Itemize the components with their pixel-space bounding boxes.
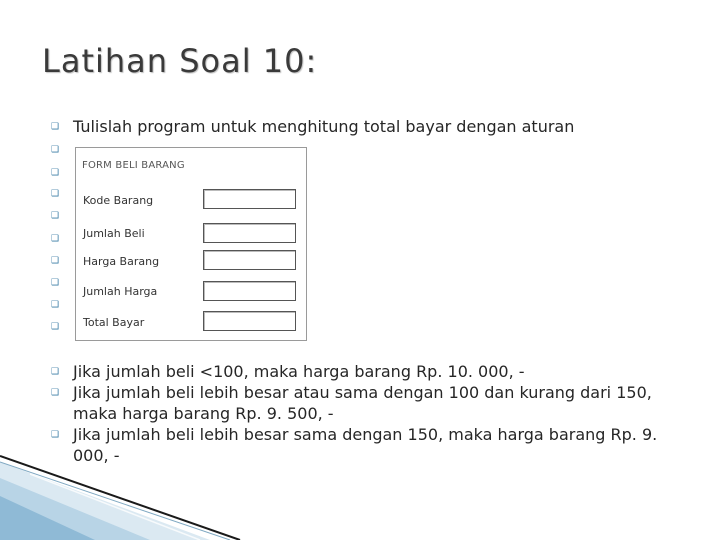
square-bullet-icon: ❑ [51,300,60,310]
square-bullet-icon: ❑ [51,388,60,398]
harga-barang-field[interactable] [203,250,296,270]
square-bullet-icon: ❑ [51,234,60,244]
form-beli-barang [75,147,307,341]
square-bullet-icon: ❑ [51,211,60,221]
rule-2: Jika jumlah beli lebih besar atau sama dengan 100 dan kurang dari 150, maka harga barang Rp. 9. 500, - [73,383,652,423]
total-bayar-field[interactable] [203,311,296,331]
square-bullet-icon: ❑ [51,278,60,288]
form-label-jumlah-beli: Jumlah Beli [83,227,145,240]
form-title: FORM BELI BARANG [82,160,185,171]
kode-barang-field[interactable] [203,189,296,209]
square-bullet-icon: ❑ [51,256,60,266]
form-label-harga-barang: Harga Barang [83,255,160,268]
intro-text: Tulislah program untuk menghitung total bayar dengan aturan [73,117,575,136]
jumlah-beli-field[interactable] [203,223,296,243]
rule-1: Jika jumlah beli <100, maka harga barang Rp. 10. 000, - [73,362,525,381]
form-label-jumlah-harga: Jumlah Harga [83,285,158,298]
jumlah-harga-field[interactable] [203,281,296,301]
form-label-kode-barang: Kode Barang [83,194,154,207]
square-bullet-icon: ❑ [51,430,60,440]
square-bullet-icon: ❑ [51,122,60,132]
slide-title: Latihan Soal 10: [42,42,318,80]
square-bullet-icon: ❑ [51,189,60,199]
square-bullet-icon: ❑ [51,168,60,178]
bottom-left-decoration [0,450,720,540]
square-bullet-icon: ❑ [51,322,60,332]
form-label-total-bayar: Total Bayar [83,316,145,329]
square-bullet-icon: ❑ [51,367,60,377]
square-bullet-icon: ❑ [51,145,60,155]
rule-3: Jika jumlah beli lebih besar sama dengan 150, maka harga barang Rp. 9. 000, - [73,425,658,465]
